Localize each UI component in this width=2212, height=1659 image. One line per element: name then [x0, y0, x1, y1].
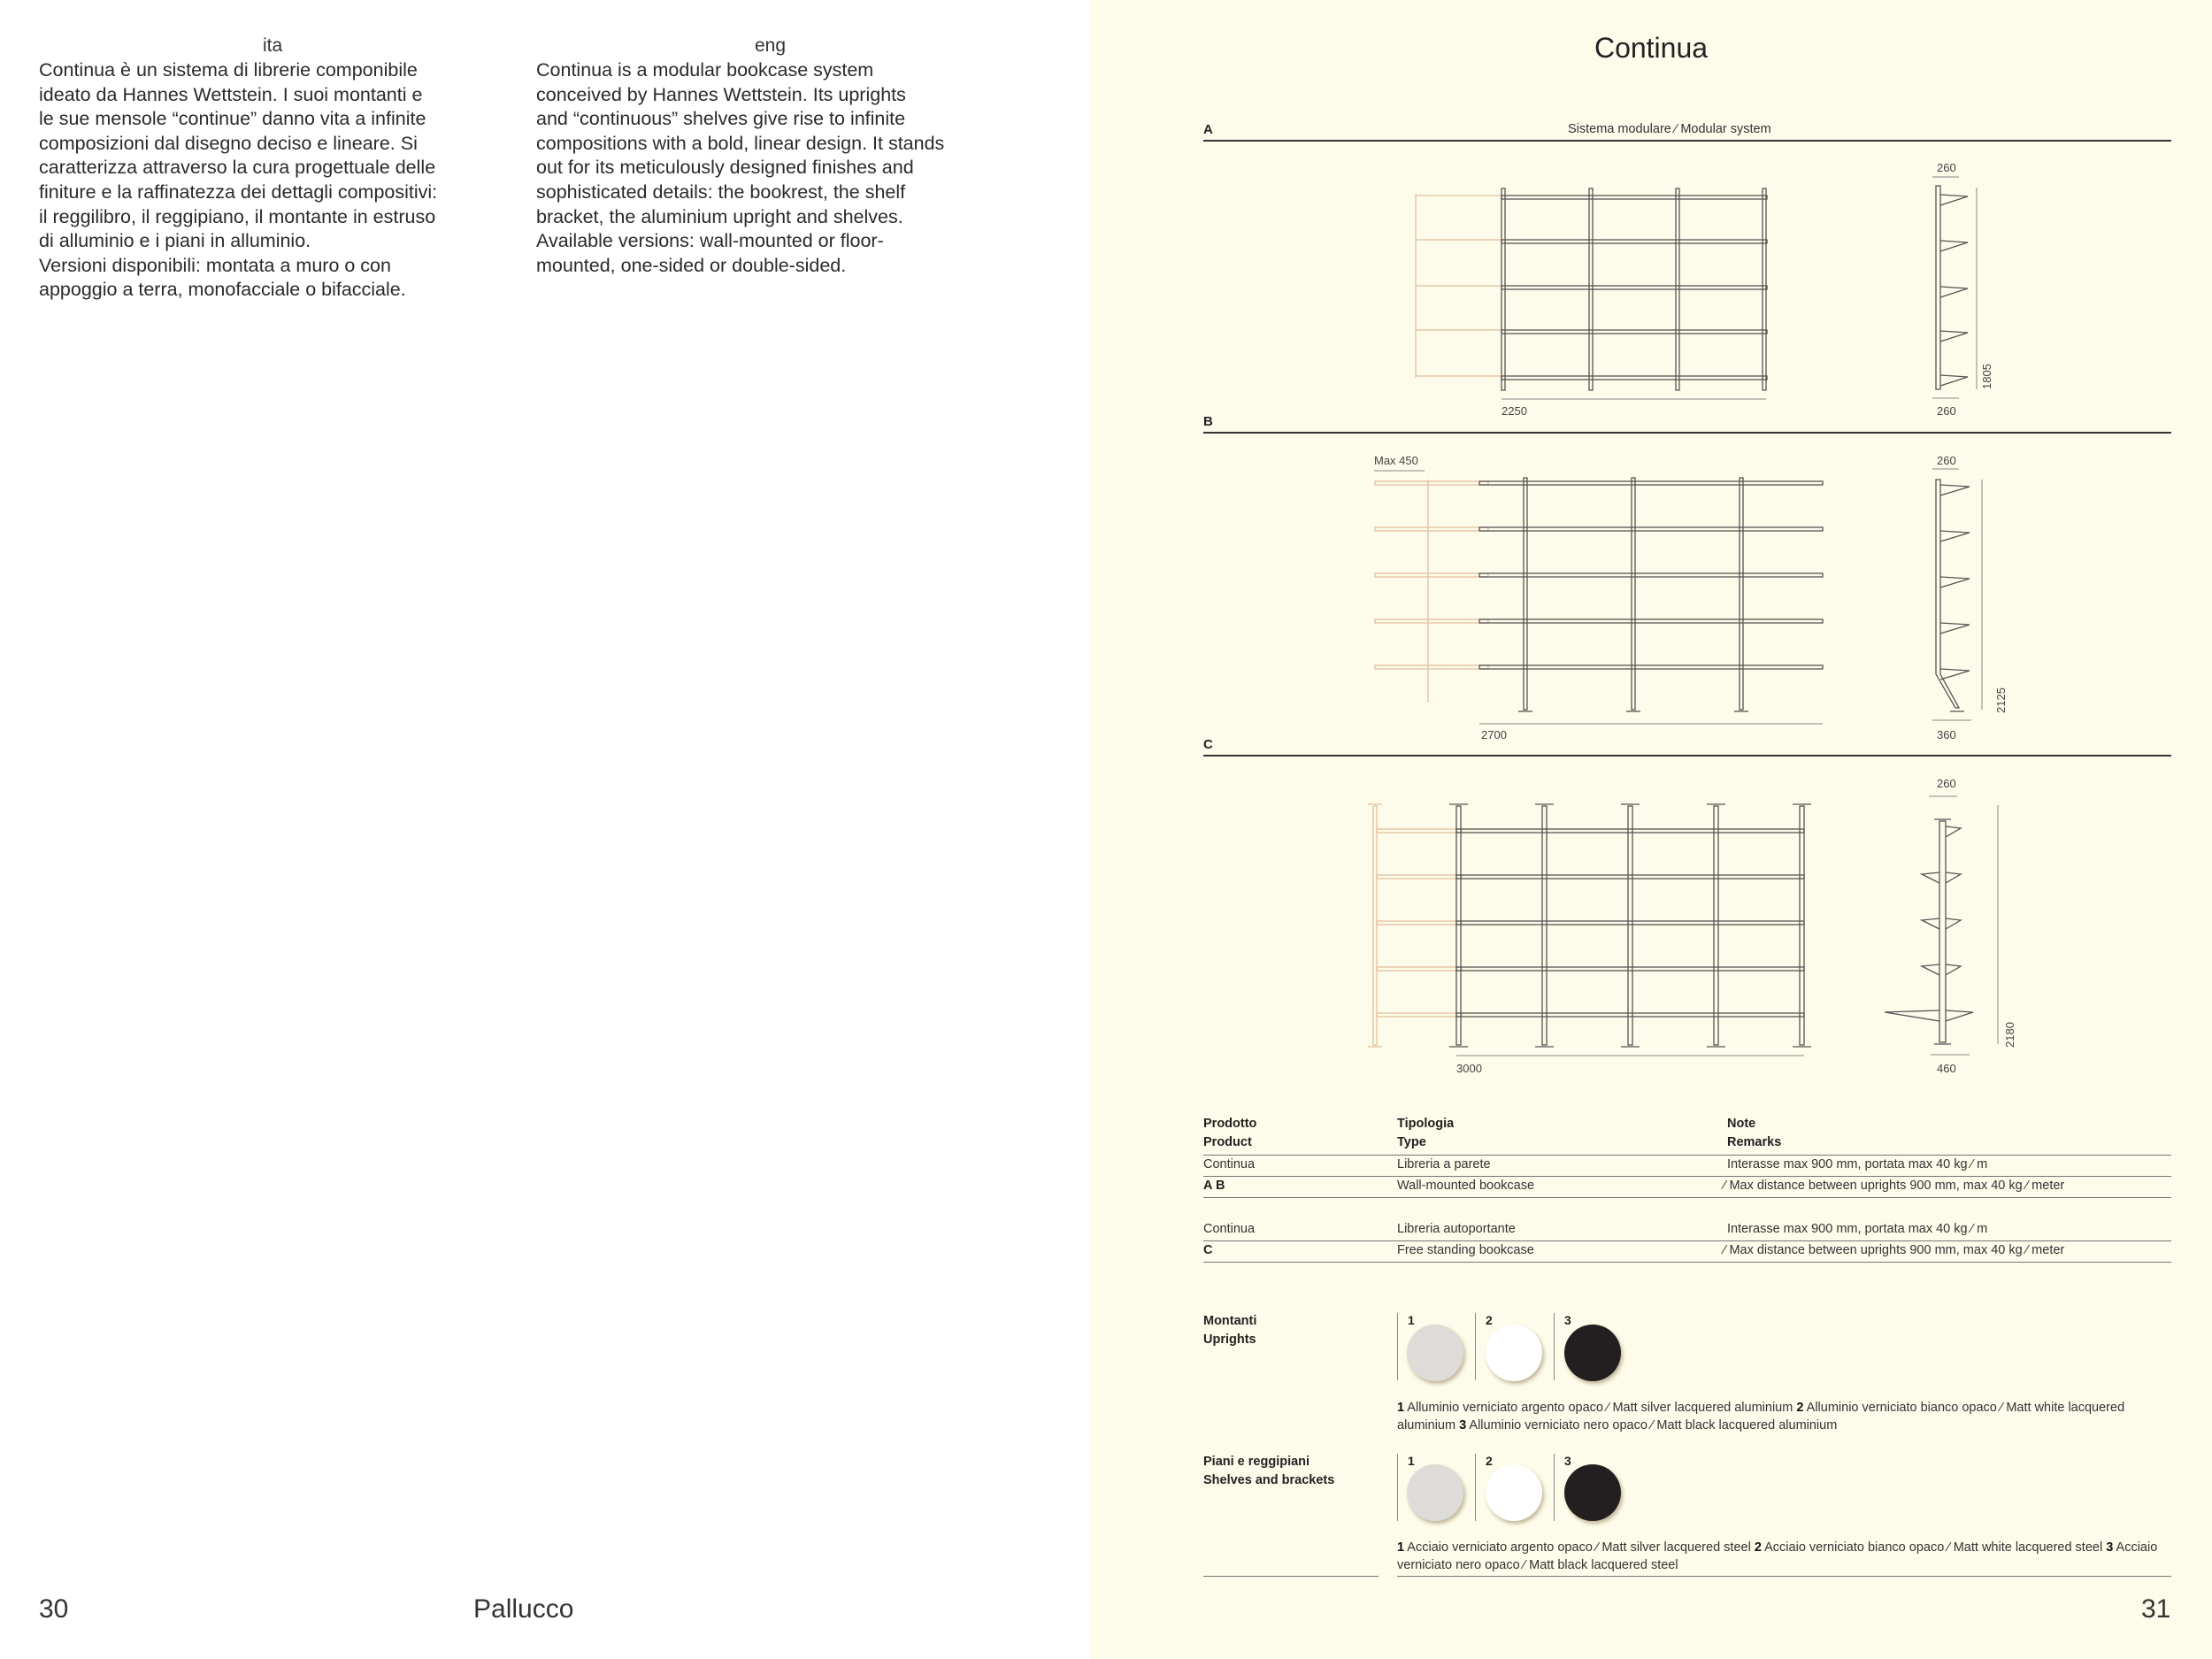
- section-b-letter: B: [1203, 414, 1213, 429]
- uprights-description: [1397, 1399, 2158, 1434]
- uprights-swatch-2-num: 2: [1486, 1313, 1493, 1327]
- uprights-swatch-3-num: 3: [1564, 1313, 1571, 1327]
- row1-note-it: Interasse max 900 mm, portata max 40 kg ⁄ m: [1727, 1157, 1988, 1171]
- uprights-desc-2: Alluminio verniciato bianco opaco ⁄ Matt white lacquered aluminium: [1397, 1401, 2125, 1432]
- row2-type-it: Libreria autoportante: [1397, 1222, 1516, 1236]
- shelves-desc-3: Acciaio verniciato nero opaco ⁄ Matt black lacquered steel: [1397, 1540, 2158, 1572]
- header-notes-en: Remarks: [1727, 1135, 1782, 1149]
- lang-label-eng: eng: [755, 35, 787, 56]
- uprights-desc-1-num: 1: [1397, 1401, 1405, 1415]
- uprights-desc-3: Alluminio verniciato nero opaco ⁄ Matt black lacquered aluminium: [1466, 1418, 1838, 1432]
- shelves-divider-1: [1397, 1454, 1398, 1521]
- section-c-front-drawing: [1370, 801, 1847, 1057]
- shelves-divider-3: [1554, 1454, 1555, 1521]
- section-a-width: 2250: [1502, 404, 1527, 418]
- section-b-front-drawing: [1373, 471, 1833, 718]
- header-product-en: Product: [1203, 1135, 1252, 1149]
- section-b-depth-bottom: 360: [1937, 728, 1956, 741]
- section-a-caption: Sistema modulare ⁄ Modular system: [1568, 122, 1771, 136]
- section-b-depth-top: 260: [1937, 454, 1956, 467]
- section-b-max: Max 450: [1374, 454, 1418, 467]
- right-page: [1090, 0, 2212, 1659]
- shelves-description: [1397, 1539, 2158, 1574]
- header-product-it: Prodotto: [1203, 1117, 1257, 1131]
- row1-type-it: Libreria a parete: [1397, 1157, 1491, 1171]
- shelves-swatch-black: [1564, 1464, 1621, 1521]
- uprights-label-it: Montanti: [1203, 1314, 1257, 1328]
- section-c-letter: C: [1203, 737, 1213, 752]
- lang-label-ita: ita: [263, 35, 283, 56]
- page-number-left: 30: [39, 1594, 69, 1624]
- shelves-swatch-white: [1486, 1464, 1542, 1521]
- section-b-height: 2125: [1994, 687, 2008, 713]
- shelves-swatch-silver: [1407, 1464, 1463, 1521]
- section-c-width: 3000: [1456, 1062, 1482, 1075]
- shelves-desc-1-num: 1: [1397, 1540, 1405, 1555]
- section-b-rule: [1203, 432, 2171, 434]
- header-type-en: Type: [1397, 1135, 1426, 1149]
- section-c-depth-bottom: 460: [1937, 1062, 1956, 1075]
- shelves-rule-right: [1397, 1576, 2171, 1577]
- section-a-front-drawing: [1409, 181, 1807, 394]
- row2-type-en: Free standing bookcase: [1397, 1243, 1534, 1257]
- uprights-swatch-black: [1564, 1325, 1621, 1381]
- section-a-rule: [1203, 140, 2171, 142]
- left-page: [0, 0, 1090, 1659]
- shelves-desc-3-num: 3: [2106, 1540, 2114, 1555]
- header-notes-it: Note: [1727, 1117, 1756, 1131]
- uprights-divider-2: [1475, 1313, 1476, 1380]
- uprights-swatch-silver: [1407, 1325, 1463, 1381]
- shelves-desc-2: Acciaio verniciato bianco opaco ⁄ Matt white lacquered steel: [1761, 1540, 2107, 1555]
- row2-note-en: ⁄ Max distance between uprights 900 mm, max 40 kg ⁄ meter: [1724, 1243, 2065, 1257]
- section-c-rule: [1203, 755, 2171, 757]
- section-a-depth-top: 260: [1937, 161, 1956, 174]
- section-c-height: 2180: [2003, 1022, 2016, 1048]
- page-number-right: 31: [2141, 1594, 2171, 1624]
- row1-code: A B: [1203, 1179, 1225, 1193]
- shelves-label: [1203, 1453, 1334, 1490]
- uprights-desc-1: Alluminio verniciato argento opaco ⁄ Matt silver lacquered aluminium: [1404, 1401, 1797, 1415]
- uprights-label-en: Uprights: [1203, 1333, 1256, 1347]
- row2-product: Continua: [1203, 1222, 1256, 1236]
- table-header-rule: [1203, 1155, 2171, 1156]
- section-a-side-drawing: [1932, 177, 2012, 398]
- brand-name: Pallucco: [473, 1594, 574, 1624]
- row1-type-en: Wall-mounted bookcase: [1397, 1179, 1535, 1193]
- shelves-swatch-2-num: 2: [1486, 1454, 1493, 1468]
- row2-bottom-rule: [1203, 1262, 2171, 1263]
- description-ita: Continua è un sistema di librerie componibile ideato da Hannes Wettstein. I suoi montanti e le sue mensole “continue” danno vita a infinite composizioni dal disegno deciso e lineare. Si caratterizza attraverso la cura progettuale delle finiture e la raffinatezza dei dettagli compositivi: il reggilibro, il reggipiano, il montante in estruso di alluminio e i piani in alluminio. Versioni disponibili: montata a muro o con appoggio a terra, monofacciale o bifacciale.: [39, 59, 438, 301]
- section-b-width: 2700: [1481, 728, 1507, 741]
- row1-mid-rule: [1203, 1176, 2171, 1177]
- description-eng: Continua is a modular bookcase system conceived by Hannes Wettstein. Its uprights and “continuous” shelves give rise to infinite compositions with a bold, linear design. It stands out for its meticulously designed finishes and sophisticated details: the bookrest, the shelf bracket, the aluminium upright and shelves. Available versions: wall-mounted or floor- mounted, one-sided or double-sided.: [536, 59, 945, 276]
- uprights-divider-3: [1554, 1313, 1555, 1380]
- row2-note-it: Interasse max 900 mm, portata max 40 kg ⁄ m: [1727, 1222, 1988, 1236]
- page-title: Continua: [1594, 32, 1709, 64]
- header-type-it: Tipologia: [1397, 1117, 1455, 1131]
- shelves-divider-2: [1475, 1454, 1476, 1521]
- shelves-swatch-1-num: 1: [1408, 1454, 1415, 1468]
- uprights-divider-1: [1397, 1313, 1398, 1380]
- shelves-label-en: Shelves and brackets: [1203, 1473, 1335, 1487]
- shelves-label-it: Piani e reggipiani: [1203, 1455, 1310, 1469]
- row1-note-en: ⁄ Max distance between uprights 900 mm, max 40 kg ⁄ meter: [1724, 1179, 2065, 1193]
- row2-code: C: [1203, 1243, 1213, 1257]
- row1-product: Continua: [1203, 1157, 1256, 1171]
- section-a-depth-bottom: 260: [1937, 404, 1956, 418]
- shelves-desc-2-num: 2: [1754, 1540, 1762, 1555]
- shelves-rule-left: [1203, 1576, 1379, 1577]
- row2-mid-rule: [1203, 1240, 2171, 1241]
- section-a-letter: A: [1203, 122, 1213, 137]
- section-c-depth-top: 260: [1937, 777, 1956, 790]
- row1-bottom-rule: [1203, 1197, 2171, 1198]
- uprights-label: [1203, 1312, 1256, 1349]
- uprights-swatch-white: [1486, 1325, 1542, 1381]
- uprights-swatch-1-num: 1: [1408, 1313, 1415, 1327]
- section-a-height: 1805: [1980, 364, 1993, 389]
- uprights-desc-2-num: 2: [1796, 1401, 1804, 1415]
- shelves-swatch-3-num: 3: [1564, 1454, 1571, 1468]
- uprights-desc-3-num: 3: [1459, 1418, 1467, 1432]
- shelves-desc-1: Acciaio verniciato argento opaco ⁄ Matt silver lacquered steel: [1404, 1540, 1755, 1555]
